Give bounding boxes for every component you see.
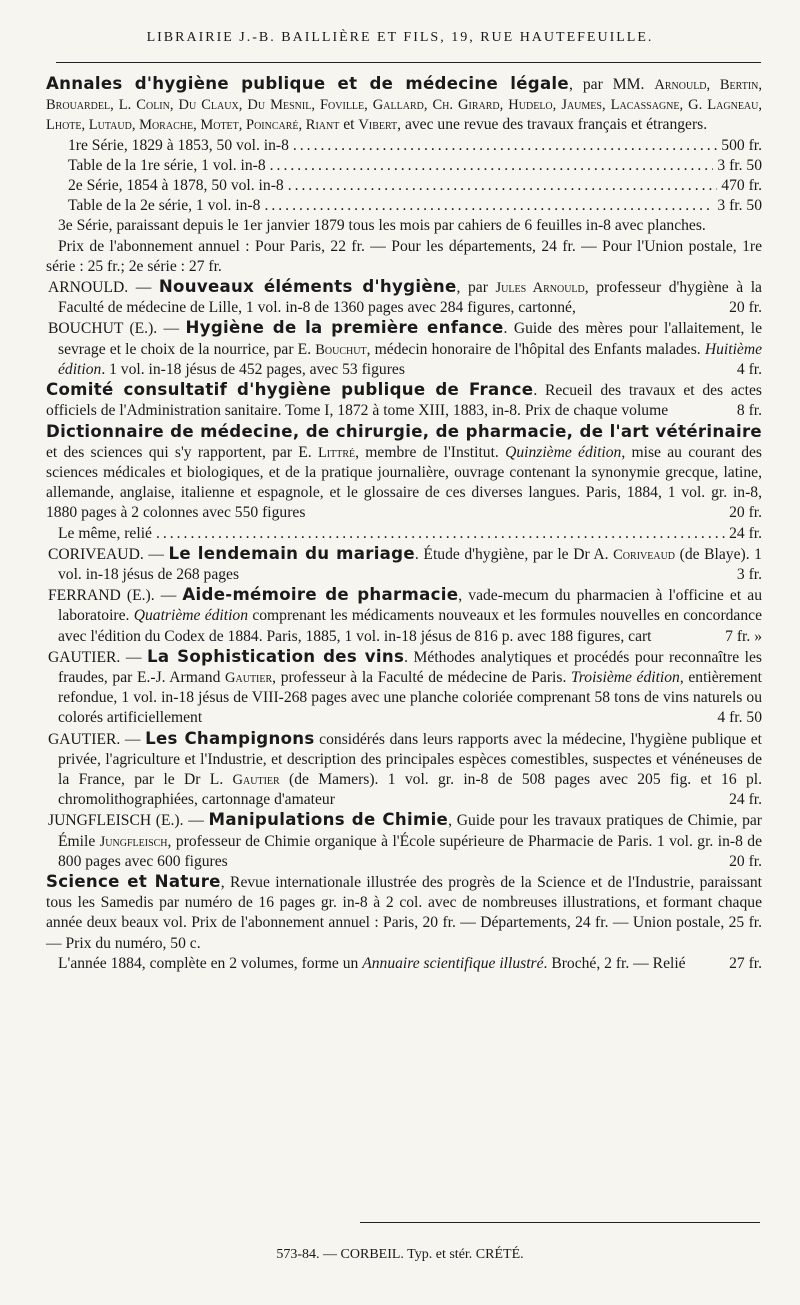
entry-title: Les Champignons (145, 728, 315, 748)
price-line: Table de la 2e série, 1 vol. in-8 ..... 3 fr. 50 (46, 196, 762, 216)
entry-title: Annales d'hygiène publique et de médecine légale (46, 74, 569, 93)
page-footer: 573-84. — CORBEIL. Typ. et stér. CRÉTÉ. (276, 1247, 524, 1262)
entry-title: Dictionnaire de médecine, de chirurgie, de pharmacie, de l'art vétérinaire (46, 421, 762, 441)
price-bouchut: 4 fr. (736, 360, 762, 378)
entry-gautier-vins: GAUTIER. — La Sophistication des vins. Méthodes analytiques et procédés pour reconnaître les fraudes, par E.-J. Armand Gautier, professeur à la Faculté de médecine de Paris. Troisième édition, entièrement refondue, 1 vol. in-18 jésus de VIII-268 pages avec une planche coloriée comprenant 58 tons de vins naturels ou colorés artificiellement (48, 646, 763, 727)
entry-comite: Comité consultatif d'hygiène publique de France. Recueil des travaux et des actes officiels de l'Administration sanitaire. Tome I, 1872 à tome XIII, 1883, in-8. Prix de chaque volume (46, 380, 762, 420)
annee-text: L'année 1884, complète en 2 volumes, forme un Annuaire scientifique illustré. Broché, 2 fr. — Relié (58, 954, 686, 972)
price-gautier-champignons: 24 fr. (729, 791, 762, 809)
price-arnould: 20 fr. (729, 299, 762, 317)
header-rule (56, 62, 761, 63)
price-comite: 8 fr. (736, 402, 762, 420)
price-line: Table de la 1re série, 1 vol. in-8 ..... 3 fr. 50 (46, 156, 762, 176)
price-dictionnaire: 20 fr. (729, 504, 762, 522)
entry-title: Comité consultatif d'hygiène publique de France (46, 380, 534, 400)
price-coriveaud: 3 fr. (736, 565, 762, 583)
price-line: Le même, relié ..... 24 fr. (46, 524, 762, 544)
entry-annales: Annales d'hygiène publique et de médecine légale, par MM. Arnould, Bertin, Brouardel, L. Colin, Du Claux, Du Mesnil, Foville, Gallard, Ch. Girard, Hudelo, Jaumes, Lacassagne, G. Lagneau, Lhote, Lutaud, Morache, Motet, Poincaré, Riant et Vibert, avec une revue des travaux français et étrangers. (46, 74, 762, 134)
abonnement-text: Prix de l'abonnement annuel : Pour Paris, 22 fr. — Pour les départements, 24 fr. — Pour l'Union postale, 1re série : 25 fr.; 2e série : 27 fr. (46, 237, 762, 275)
price-science-nature: 27 fr. (729, 954, 762, 972)
entry-title: Aide-mémoire de pharmacie (182, 585, 459, 605)
entry-title: Science et Nature (46, 872, 221, 892)
price-jungfleisch: 20 fr. (729, 852, 762, 870)
entry-science-nature: Science et Nature, Revue internationale illustrée des progrès de la Science et de l'Industrie, paraissant tous les Samedis par numéro de 16 pages gr. in-8 à 2 col. avec de nombreuses illustrations, et formant chaque année deux beaux vol. Prix de l'abonnement annuel : Paris, 20 fr. — Départements, 24 fr. — Union postale, 25 fr. — Prix du numéro, 50 c. (46, 872, 762, 952)
entry-gautier-champignons: GAUTIER. — Les Champignons considérés dans leurs rapports avec la médecine, l'hygiène publique et privée, l'agriculture et l'Industrie, et description des principales espèces comestibles, suspectes et vénéneuses de la France, par le Dr L. Gautier (de Mamers). 1 vol. gr. in-8 de 508 pages avec 205 fig. et 16 pl. chromolithographiées, cartonnage d'amateur (48, 728, 763, 809)
entry-title: Hygiène de la première enfance (185, 318, 504, 338)
footer-rule (360, 1222, 760, 1223)
entry-title: Nouveaux éléments d'hygiène (158, 277, 457, 297)
entry-jungfleisch: JUNGFLEISCH (E.). — Manipulations de Chimie, Guide pour les travaux pratiques de Chimie, par Émile Jungfleisch, professeur de Chimie organique à l'École supérieure de Pharmacie de Paris. 1 vol. gr. in-8 de 800 pages avec 600 figures (48, 810, 762, 870)
entry-dictionnaire: Dictionnaire de médecine, de chirurgie, de pharmacie, de l'art vétérinaire et des sciences qui s'y rapportent, par E. Littré, membre de l'Institut. Quinzième édition, mise au courant des sciences médicales et biologiques, et de la pratique journalière, ouvrage contenant la synonymie grecque, latine, allemande, anglaise, italienne et espagnole, et le glossaire de ces diverses langues. Paris, 1884, 1 vol. gr. in-8, 1880 pages à 2 colonnes avec 550 figures (46, 421, 762, 522)
price-ferrand: 7 fr. » (725, 627, 762, 645)
entry-arnould: ARNOULD. — Nouveaux éléments d'hygiène, par Jules Arnould, professeur d'hygiène à la Faculté de médecine de Lille, 1 vol. in-8 de 1360 pages avec 284 figures, cartonné, (48, 277, 762, 317)
entry-ferrand: FERRAND (E.). — Aide-mémoire de pharmacie, vade-mecum du pharmacien à l'officine et au laboratoire. Quatrième édition comprenant les médicaments nouveaux et les formules nouvelles en concordance avec l'édition du Codex de 1884. Paris, 1885, 1 vol. in-18 jésus de 816 p. avec 188 figures, cart (48, 585, 763, 645)
entry-title: La Sophistication des vins (147, 646, 405, 666)
entry-title: Manipulations de Chimie (208, 810, 449, 830)
entry-bouchut: BOUCHUT (E.). — Hygiène de la première enfance. Guide des mères pour l'allaitement, le sevrage et le choix de la nourrice, par E. Bouchut, médecin honoraire de l'hôpital des Enfants malades. Huitième édition. 1 vol. in-18 jésus de 452 pages, avec 53 figures (48, 318, 763, 378)
entry-coriveaud: CORIVEAUD. — Le lendemain du mariage. Étude d'hygiène, par le Dr A. Coriveaud (de Blaye). 1 vol. in-18 jésus de 268 pages (48, 543, 762, 583)
price-line: 2e Série, 1854 à 1878, 50 vol. in-8 ..... 470 fr. (46, 176, 762, 196)
entry-title: Le lendemain du mariage (168, 543, 415, 563)
price-gautier-vins: 4 fr. 50 (717, 709, 762, 727)
price-line: 1re Série, 1829 à 1853, 50 vol. in-8 ..... 500 fr. (46, 136, 762, 156)
serie-3-text: 3e Série, paraissant depuis le 1er janvier 1879 tous les mois par cahiers de 6 feuilles in-8 avec planches. (58, 217, 706, 235)
page-header: LIBRAIRIE J.-B. BAILLIÈRE ET FILS, 19, RUE HAUTEFEUILLE. (146, 30, 654, 45)
catalogue-body (46, 74, 762, 974)
